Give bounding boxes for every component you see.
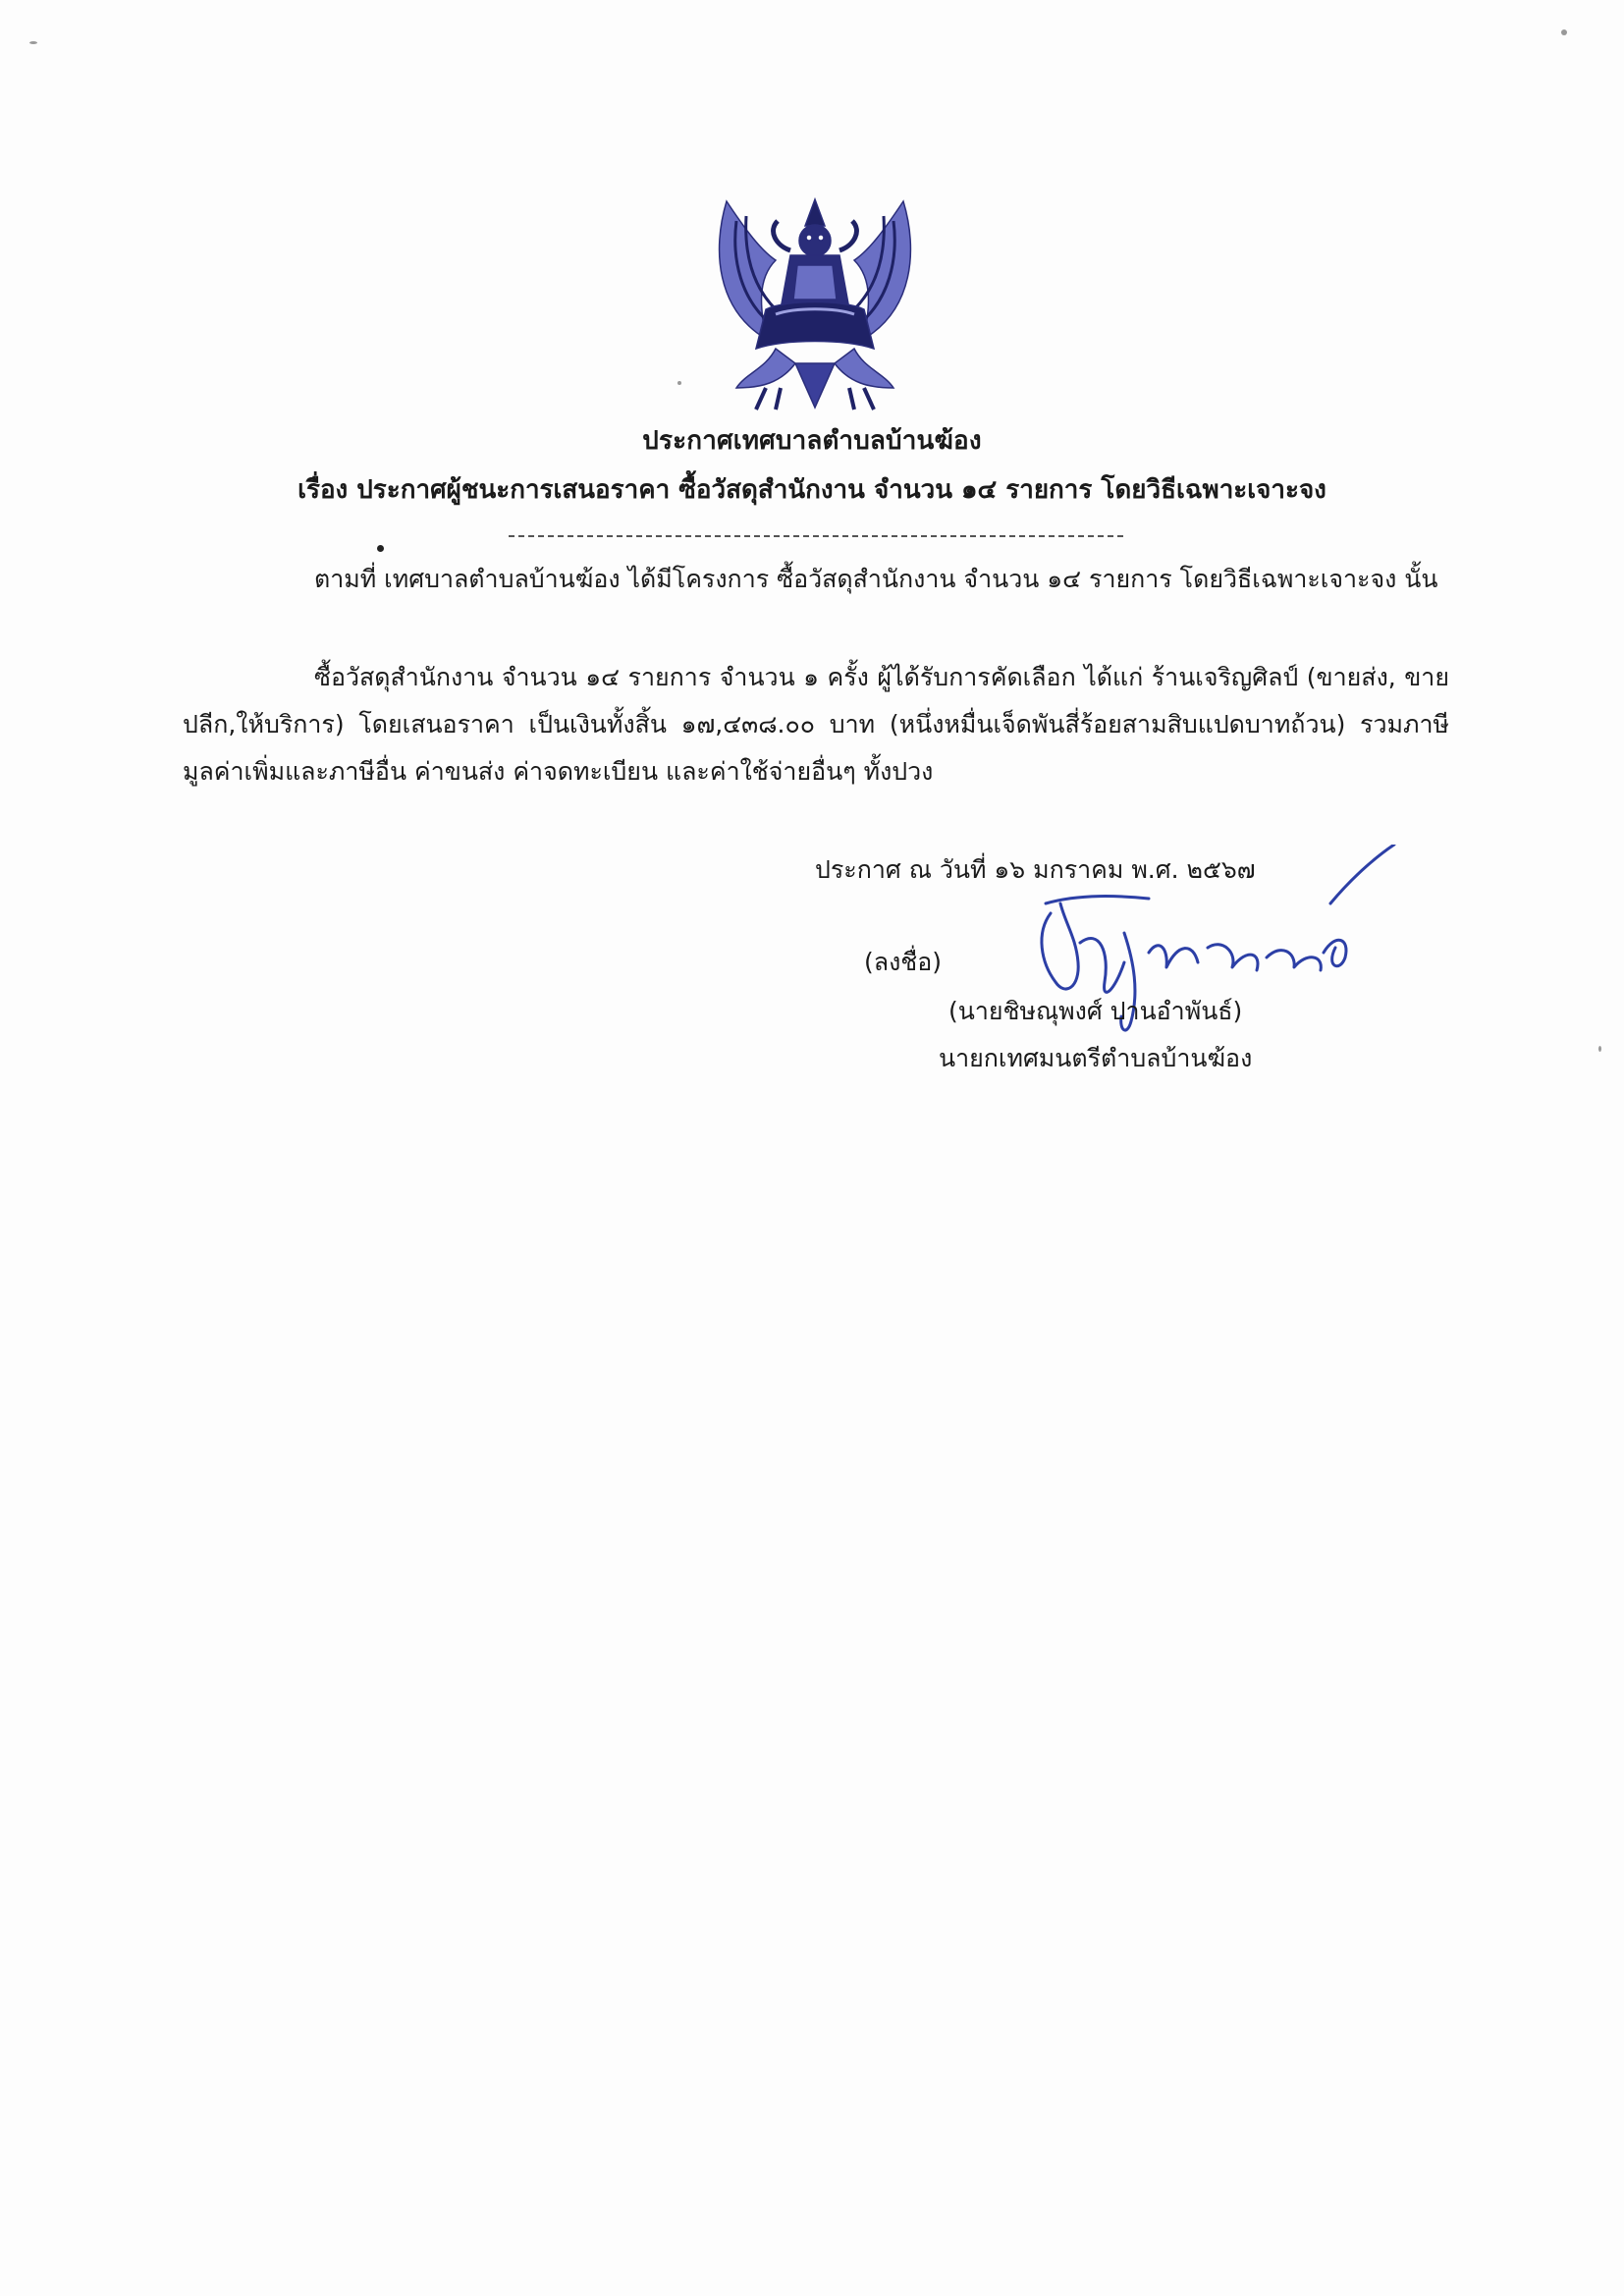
scan-speck <box>677 381 681 385</box>
signatory-position: นายกเทศมนตรีตำบลบ้านฆ้อง <box>939 1044 1253 1072</box>
dashed-divider <box>509 535 1123 537</box>
scan-speck <box>377 545 384 552</box>
scan-speck <box>1561 29 1567 35</box>
garuda-emblem-icon <box>707 191 923 412</box>
sign-label: (ลงชื่อ) <box>864 948 943 976</box>
signatory-name: (นายชิษณุพงศ์ ปานอำพันธ์) <box>948 997 1243 1025</box>
scan-speck <box>1598 1046 1601 1052</box>
scan-speck <box>29 41 37 44</box>
organization-title: ประกาศเทศบาลตำบลบ้านฆ้อง <box>642 426 982 456</box>
paragraph-intro: ตามที่ เทศบาลตำบลบ้านฆ้อง ได้มีโครงการ ซื้อวัสดุสำนักงาน จำนวน ๑๔ รายการ โดยวิธีเฉพาะเจาะจง นั้น <box>314 565 1438 593</box>
subject-title: เรื่อง ประกาศผู้ชนะการเสนอราคา ซื้อวัสดุสำนักงาน จำนวน ๑๔ รายการ โดยวิธีเฉพาะเจาะจง <box>298 475 1326 505</box>
paragraph-award: ซื้อวัสดุสำนักงาน จำนวน ๑๔ รายการ จำนวน ๑ ครั้ง ผู้ได้รับการคัดเลือก ได้แก่ ร้านเจริญศิลป์ (ขายส่ง, ขายปลีก,ให้บริการ) โดยเสนอราคา เป็นเงินทั้งสิ้น ๑๗,๔๓๘.๐๐ บาท (หนึ่งหมื่นเจ็ดพันสี่ร้อยสามสิบแปดบาทถ้วน) รวมภาษีมูลค่าเพิ่มและภาษีอื่น ค่าขนส่ง ค่าจดทะเบียน และค่าใช้จ่ายอื่นๆ ทั้งปวง <box>183 663 1449 786</box>
announcement-date: ประกาศ ณ วันที่ ๑๖ มกราคม พ.ศ. ๒๕๖๗ <box>815 855 1256 884</box>
